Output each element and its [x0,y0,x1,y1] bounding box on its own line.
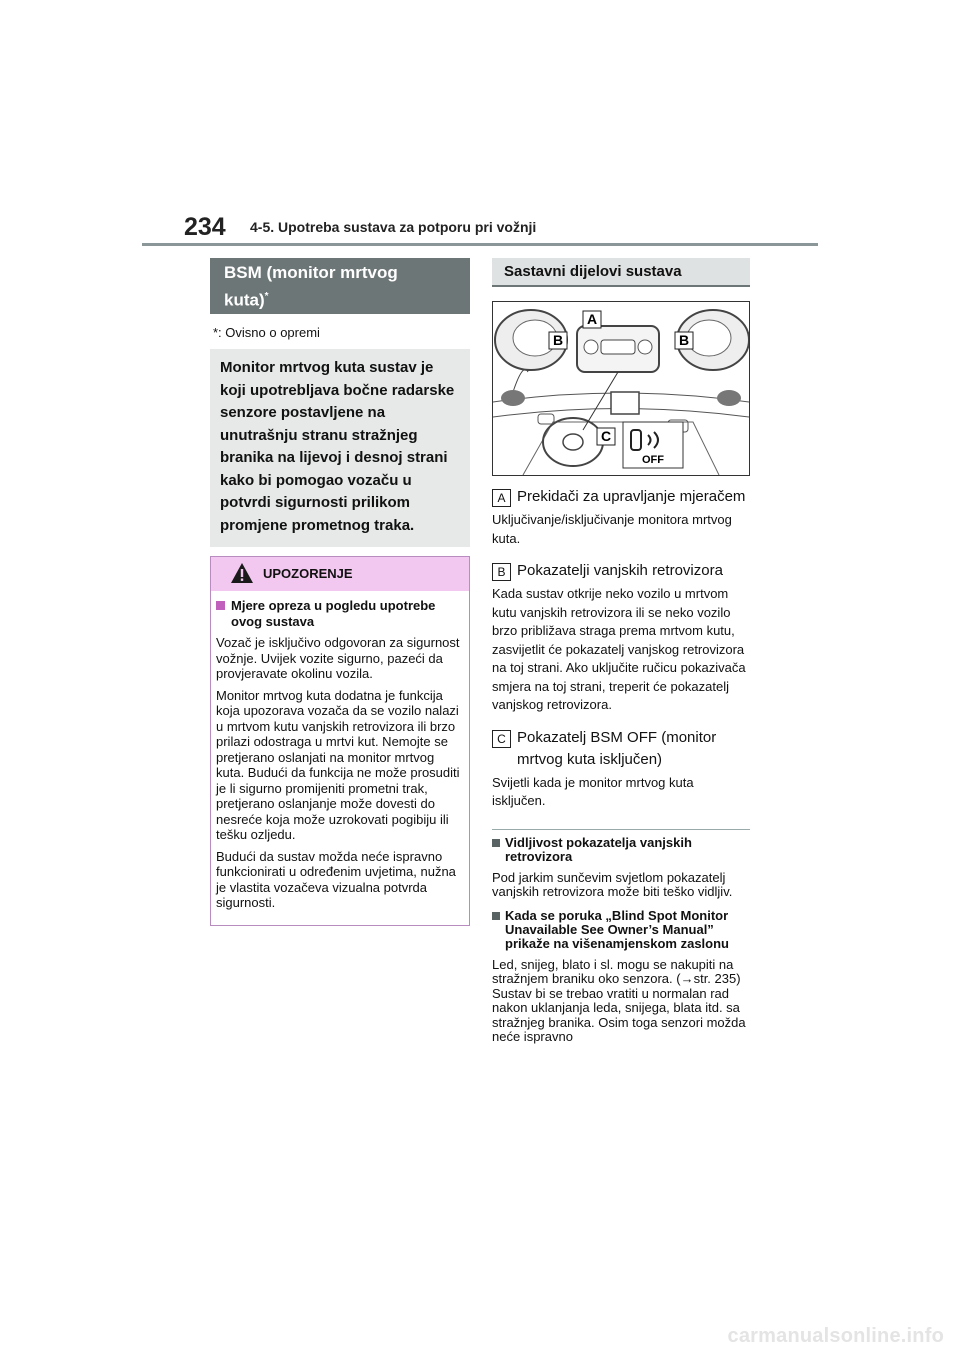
bsm-heading-star: * [264,291,269,302]
bsm-off-label: OFF [642,454,664,466]
bsm-heading-line1: BSM (monitor mrtvog [224,263,398,282]
pink-square-bullet-icon [216,601,225,610]
letter-box-a: A [492,489,511,507]
page-number: 234 [184,213,226,241]
warning-body [211,591,469,925]
callout-b-right: B [678,332,690,348]
bsm-heading [210,258,470,314]
warning-paragraph-3: Budući da sustav možda neće ispravno funkcionirati u određenim uvjetima, nužna je vlastita vozačeva vizualna potvrda sigurnosti. [216,848,456,910]
warning-icon [230,562,254,584]
note-title-2-text: Kada se poruka „Blind Spot Monitor Unavailable See Owner’s Manual” prikaže na višenamjenskom zaslonu [505,907,729,951]
component-item-c [492,727,750,811]
left-column [210,258,470,926]
warning-paragraph-1: Vozač je isključivo odgovoran za sigurnost vožnje. Uvijek vozite sigurno, pazeći da provjeravate okolinu vozila. [216,635,460,681]
warning-subtitle-text: Mjere opreza u pogledu upotrebe ovog sustava [231,598,436,629]
section-title: 4-5. Upotreba sustava za potporu pri vožnji [250,219,537,235]
note-title-1 [492,836,750,864]
warning-header [211,557,469,591]
callout-a: A [586,311,598,327]
header-rule [142,243,818,246]
component-desc-c: Svijetli kada je monitor mrtvog kuta isključen. [492,774,694,808]
component-title-c: Pokazatelj BSM OFF (monitor mrtvog kuta isključen) [517,728,717,768]
warning-subtitle [216,598,464,629]
warning-title: UPOZORENJE [263,566,353,581]
component-title-b: Pokazatelji vanjskih retrovizora [517,562,723,579]
callout-b-left: B [552,332,564,348]
warning-paragraph-2: Monitor mrtvog kuta dodatna je funkcija koja upozorava vozača da se vozilo nalazi u mrtvom kutu vanjskih retrovizora ili brzo prilazi odostraga u mrtvi kut. Nemojte se pretjerano oslanjati na monitor mrtvog kuta. Budući da funkcija ne može prosuditi je li sigurno promijeniti prometni trak, pretjerano oslanjanje može dovesti do nesreće koja može uzrokovati pogibiju ili tešku ozljedu. [216,687,460,842]
component-desc-a: Uključivanje/isključivanje monitora mrtvog kuta. [492,512,732,546]
component-item-a [492,486,750,548]
note-title-2 [492,909,750,951]
intro-box: Monitor mrtvog kuta sustav je koji upotrebljava bočne radarske senzore postavljene na unutrašnju stranu stražnjeg branika na lijevoj i desnoj strani kako bi pomogao vozaču u potvrdi sigurnosti prilikom promjene prometnog traka. [210,349,470,547]
component-item-b [492,560,750,715]
grey-square-bullet-icon [492,839,500,847]
right-column [492,258,750,1045]
notes-divider [492,829,750,830]
component-title-a: Prekidači za upravljanje mjeračem [517,488,746,505]
note-title-1-text: Vidljivost pokazatelja vanjskih retrovizora [505,834,692,864]
callout-c: C [600,428,612,444]
component-desc-b: Kada sustav otkrije neko vozilo u mrtvom kutu vanjskih retrovizora ili se neko vozilo brzo približava straga prema mrtvom kutu, zasvijetlit će pokazatelj vanjskog retrovizora na toj strani. Ako uključite ručicu pokazivača smjera na toj strani, treperit će pokazatelj vanjskog retrovizora. [492,586,746,712]
bsm-heading-line2: kuta) [224,290,265,310]
warning-box [210,556,470,926]
letter-box-c: C [492,730,511,748]
letter-box-b: B [492,563,511,581]
footnote: *: Ovisno o opremi [213,325,320,340]
dashboard-illustration [492,301,750,476]
dashboard-drawing [493,302,749,475]
note-body-2: Led, snijeg, blato i sl. mogu se nakupiti na stražnjem braniku oko senzora. (→str. 235) Sustav bi se trebao vratiti u normalan rad nakon uklanjanja leda, snijega, blata itd. sa stražnjeg branika. Osim toga senzori možda neće ispravno [492,956,746,1044]
note-body-1: Pod jarkim sunčevim svjetlom pokazatelj vanjskih retrovizora može biti teško vidljiv. [492,869,733,899]
watermark: carmanualsonline.info [727,1325,944,1347]
grey-square-bullet-icon [492,912,500,920]
components-heading: Sastavni dijelovi sustava [492,258,750,287]
